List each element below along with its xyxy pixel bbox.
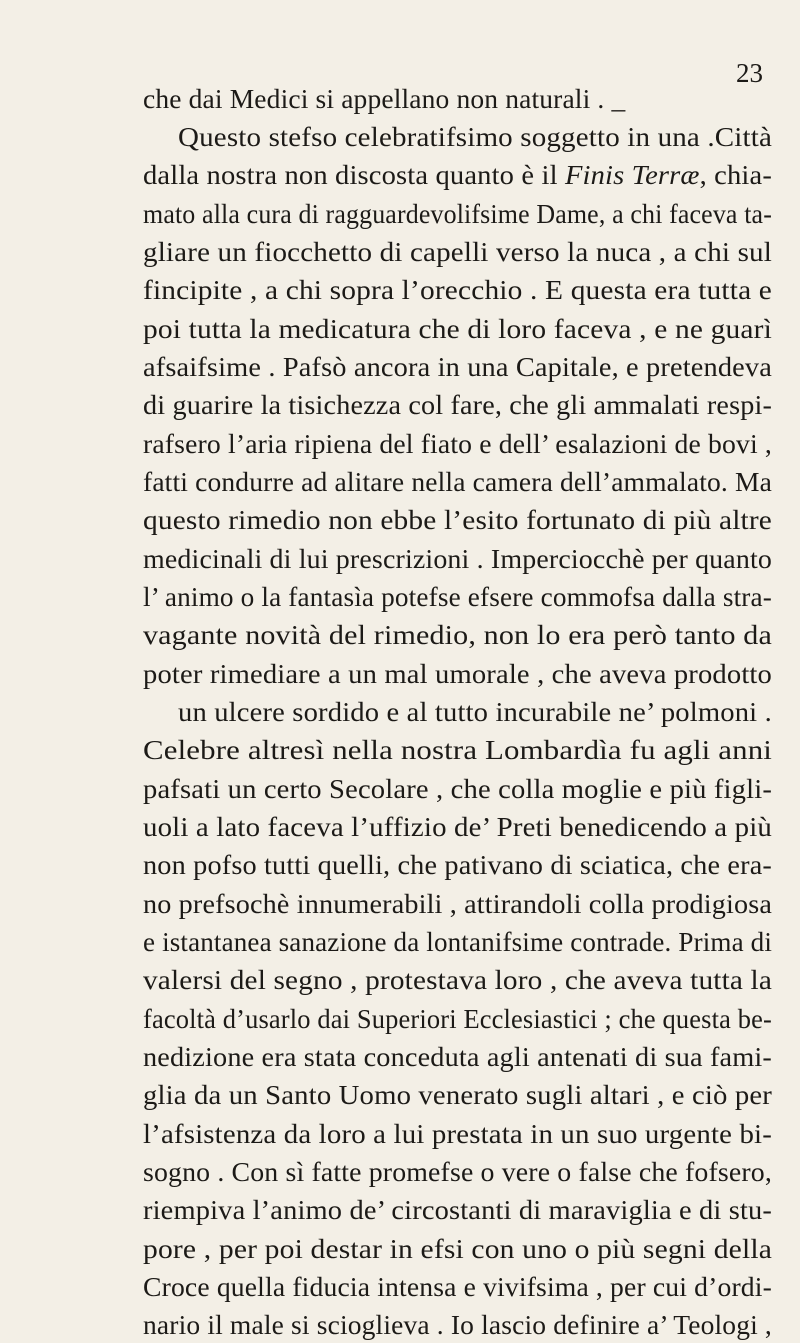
text-line: facoltà d’usarlo dai Superiori Ecclesiastici ; che questa be- [143, 1003, 772, 1034]
text-line: pore , per poi destar in efsi con uno o più segni della [143, 1233, 772, 1264]
text-line: non pofso tutti quelli, che pativano di sciatica, che era- [143, 849, 772, 880]
text-line: che dai Medici si appellano non naturali . _ [143, 83, 626, 114]
text-line: e istantanea sanazione da lontanifsime contrade. Prima di [143, 926, 773, 957]
text-line: di guarire la tisichezza col fare, che gli ammalati respi- [143, 389, 772, 420]
text-line: glia da un Santo Uomo venerato sugli altari , e ciò per [143, 1079, 773, 1110]
text-line: no prefsochè innumerabili , attirandoli colla prodigiosa [143, 888, 772, 919]
text-line: Croce quella fiducia intensa e vivifsima , per cui d’ordi- [143, 1271, 772, 1302]
text-line: riempiva l’animo de’ circostanti di maraviglia e di stu- [143, 1194, 773, 1225]
text-line: nario il male si scioglieva . Io lascio definire a’ Teologi , [143, 1309, 772, 1340]
text-line: fincipite , a chi sopra l’orecchio . E questa era tutta e [143, 274, 773, 305]
text-line: pafsati un certo Secolare , che colla moglie e più figli- [143, 773, 772, 804]
text-line: gliare un fiocchetto di capelli verso la nuca , a chi sul [143, 236, 772, 267]
text-line: poter rimediare a un mal umorale , che aveva prodotto [143, 658, 772, 689]
text-line: l’afsistenza da loro a lui prestata in un suo urgente bi- [143, 1118, 773, 1149]
text-line: mato alla cura di ragguardevolifsime Dame, a chi faceva ta- [143, 198, 772, 229]
text-line: nedizione era stata conceduta agli antenati di sua fami- [143, 1041, 772, 1072]
text-line: medicinali di lui prescrizioni . Imperciocchè per quanto [143, 543, 773, 574]
page-number: 23 [736, 58, 763, 88]
text-line: afsaifsime . Pafsò ancora in una Capitale, e pretendeva [143, 351, 772, 382]
text-line: uoli a lato faceva l’uffizio de’ Preti benedicendo a più [143, 811, 772, 842]
text-line: vagante novità del rimedio, non lo era però tanto da [143, 619, 772, 650]
text-line: dalla nostra non discosta quanto è il Finis Terræ, chia- [143, 159, 772, 190]
text-line: un ulcere sordido e al tutto incurabile ne’ polmoni . [178, 696, 772, 727]
text-line: l’ animo o la fantasìa potefse efsere commofsa dalla stra- [143, 581, 772, 612]
text-line: Celebre altresì nella nostra Lombardìa fu agli anni [143, 734, 773, 765]
text-line: rafsero l’aria ripiena del fiato e dell’ esalazioni de bovi , [143, 428, 772, 459]
text-line: sogno . Con sì fatte promefse o vere o false che fofsero, [143, 1156, 772, 1187]
text-line: questo rimedio non ebbe l’esito fortunato di più altre [143, 504, 773, 535]
text-line: fatti condurre ad alitare nella camera dell’ammalato. Ma [143, 466, 772, 497]
text-line: valersi del segno , protestava loro , che aveva tutta la [143, 964, 772, 995]
text-line: poi tutta la medicatura che di loro faceva , e ne guarì [143, 313, 772, 344]
text-line: Questo stefso celebratifsimo soggetto in una .Città [178, 121, 773, 152]
